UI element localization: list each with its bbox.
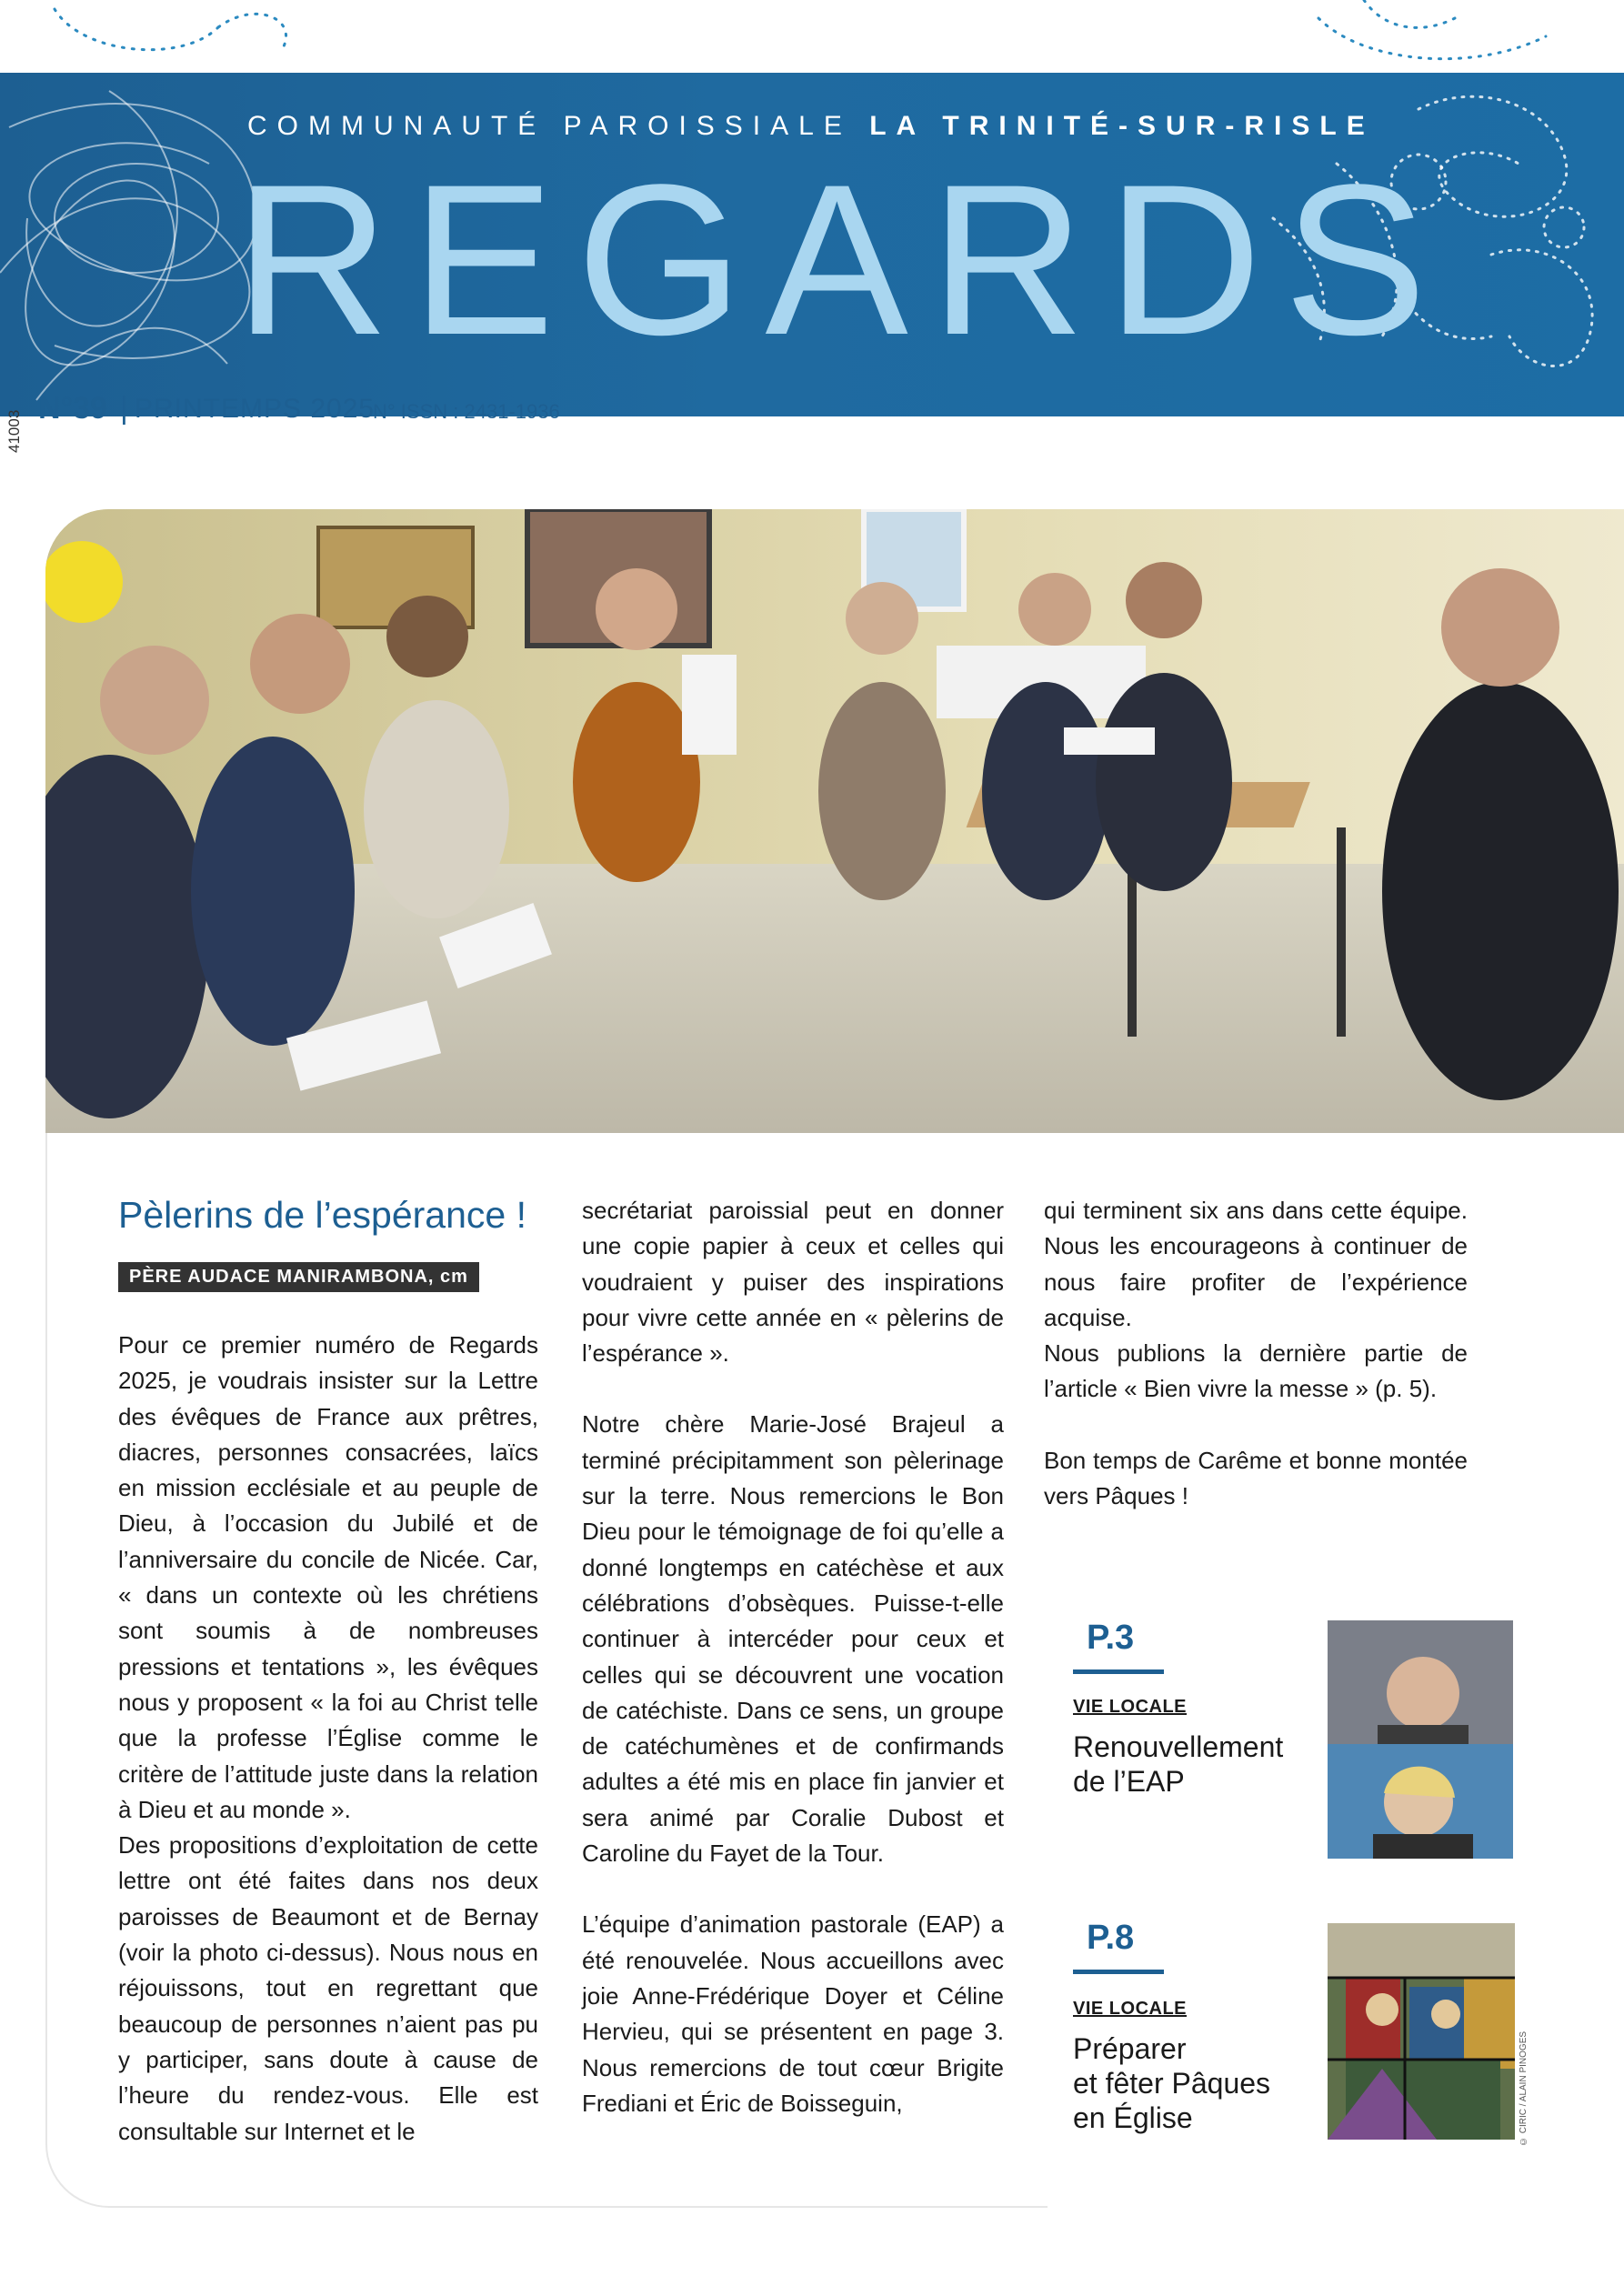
issue-season: PRINTEMPS 2025 xyxy=(135,394,376,424)
teaser-page-number[interactable]: P.8 xyxy=(1087,1919,1135,1957)
issn: N° ISSN : 2431-1936 xyxy=(373,400,560,423)
article-paragraph: Des propositions d’exploitation de cette lettre ont été faites dans nos deux paroisses de Beaumont et de Bernay (voir la photo ci-dessus). Nous nous en réjouissons, tout en regrettant que beaucoup de personnes n’aient pas pu y participer, sans doute à cause de l’heure du rendez-vous. Elle est consultable sur Internet et le xyxy=(118,1831,538,2145)
portrait-photos xyxy=(1328,1620,1513,1859)
teaser-title-line: Préparer xyxy=(1073,2032,1187,2065)
article-paragraph: Notre chère Marie-José Brajeul a terminé précipitamment son pèlerinage sur la terre. Nous remercions le Bon Dieu pour le témoignage de foi qu’elle a donné longtemps en catéchèse et aux célébrations d’obsèques. Puisse-t-elle continuer à intercéder pour ceux et celles qui se découvrent une vocation de catéchiste. Dans ce sens, un groupe de catéchumènes et de confirmands adultes a été mis en place fin janvier et sera animé par Coralie Dubost et Caroline du Fayet de la Tour. xyxy=(582,1410,1004,1868)
teaser-title[interactable] xyxy=(1073,2031,1270,2135)
article-paragraph: Pour ce premier numéro de Regards 2025, je voudrais insister sur la Lettre des évêques de France aux prêtres, diacres, personnes consacrées, laïcs en mission ecclésiale et au peuple de Dieu, à l’occasion du Jubilé et de l’anniversaire du concile de Nicée. Car, « dans un contexte où les chrétiens sont soumis à de nombreuses pressions et tentations », les évêques nous y proposent « la foi au Christ telle que la professe l’Église comme le critère de l’attitude juste dans la relation à Dieu et au monde ». xyxy=(118,1331,538,1823)
group-meeting-photo-icon xyxy=(45,509,1624,1133)
article-column-3 xyxy=(1044,1193,1468,1514)
group-meeting-photo xyxy=(45,509,1624,1133)
teaser-underline xyxy=(1073,1970,1164,1974)
article-author: PÈRE AUDACE MANIRAMBONA, cm xyxy=(118,1262,479,1292)
teaser-category: VIE LOCALE xyxy=(1073,1697,1188,1717)
parish-prefix: COMMUNAUTÉ PAROISSIALE xyxy=(247,111,852,141)
article-paragraph: Nous publions la dernière partie de l’article « Bien vivre la messe » (p. 5). xyxy=(1044,1339,1468,1403)
issue-number: N°39 xyxy=(38,391,107,426)
parish-line xyxy=(247,111,1375,142)
stained-glass-photo-icon xyxy=(1328,1923,1515,2140)
teaser-title-line: Renouvellement xyxy=(1073,1730,1284,1763)
teaser-title[interactable] xyxy=(1073,1730,1283,1799)
portrait-photos-icon xyxy=(1328,1620,1513,1859)
teaser-page-number[interactable]: P.3 xyxy=(1087,1619,1135,1657)
issue-separator: | xyxy=(120,391,128,426)
teaser-title-line: en Église xyxy=(1073,2101,1193,2134)
article-title: Pèlerins de l’espérance ! xyxy=(118,1194,526,1236)
parish-name: LA TRINITÉ-SUR-RISLE xyxy=(869,111,1375,141)
side-code: 41003 xyxy=(5,409,23,453)
teaser-title-line: de l’EAP xyxy=(1073,1765,1185,1798)
article-paragraph: L’équipe d’animation pastorale (EAP) a été renouvelée. Nous accueillons avec joie Anne-Frédérique Doyer et Céline Hervieu, qui se présentent en page 3. Nous remercions de tout cœur Brigite Frediani et Éric de Boisseguin, xyxy=(582,1910,1004,2117)
teaser-category: VIE LOCALE xyxy=(1073,1999,1188,2019)
teaser-title-line: et fêter Pâques xyxy=(1073,2067,1271,2100)
article-column-2 xyxy=(582,1193,1004,2121)
article-paragraph: Bon temps de Carême et bonne montée vers Pâques ! xyxy=(1044,1446,1468,1510)
article-paragraph: secrétariat paroissial peut en donner une copie papier à ceux et celles qui voudraient y puiser des inspirations pour vivre cette année en « pèlerins de l’espérance ». xyxy=(582,1197,1004,1368)
teaser-underline xyxy=(1073,1669,1164,1674)
stained-glass-photo xyxy=(1328,1923,1515,2140)
photo-credit: © CIRIC / ALAIN PINOGES xyxy=(1519,2030,1529,2146)
article-column-1 xyxy=(118,1328,538,2150)
article-paragraph: qui terminent six ans dans cette équipe. Nous les encourageons à continuer de nous faire profiter de l’expérience acquise. xyxy=(1044,1197,1468,1331)
masthead-title: REGARDS xyxy=(235,140,1449,380)
